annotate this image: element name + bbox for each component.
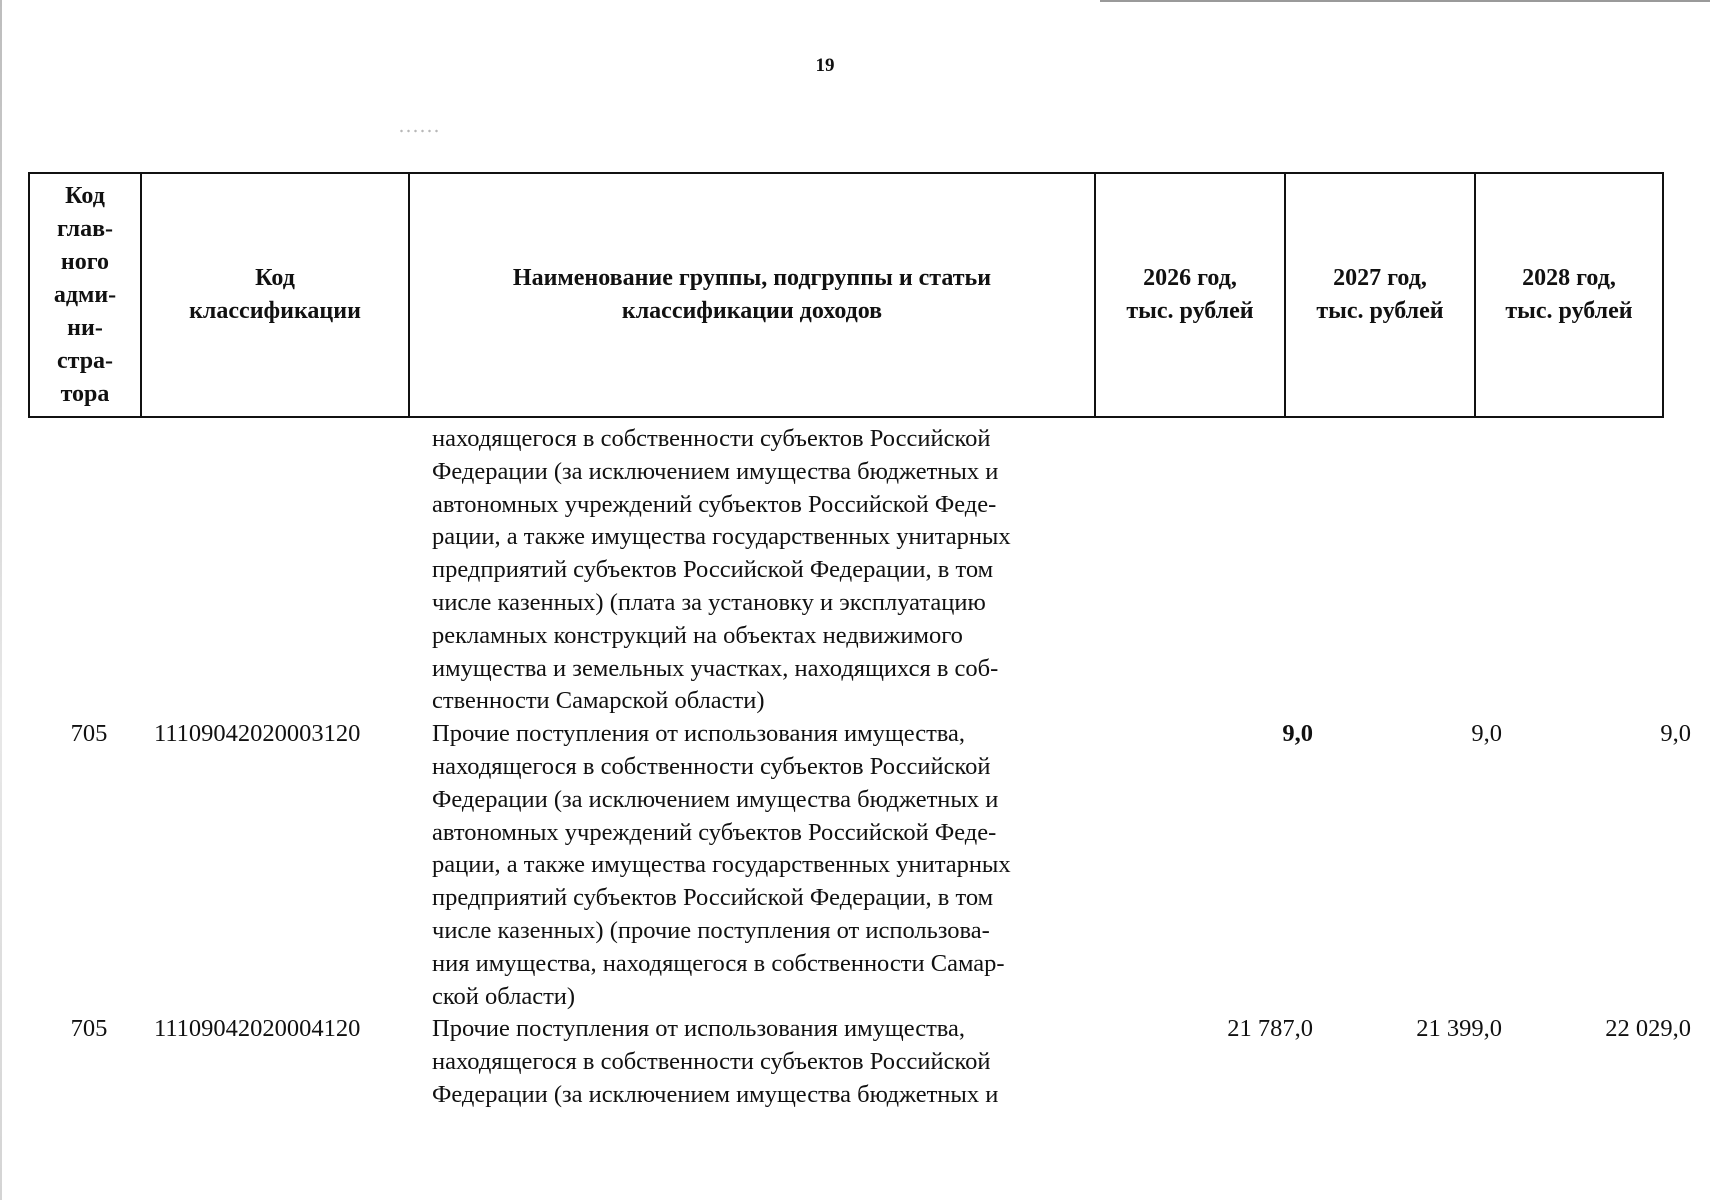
admin-code-cell: 705 bbox=[70, 1015, 108, 1043]
value-2026-cell: 21 787,0 bbox=[1227, 1015, 1313, 1043]
classification-code-cell: 11109042020004120 bbox=[154, 1015, 361, 1043]
value-2026-cell: 9,0 bbox=[1282, 720, 1313, 748]
admin-code-cell: 705 bbox=[70, 720, 108, 748]
value-2028-cell: 22 029,0 bbox=[1605, 1015, 1691, 1043]
table-body bbox=[28, 423, 1691, 1112]
value-2028-cell: 9,0 bbox=[1660, 720, 1691, 748]
value-2027-cell: 21 399,0 bbox=[1416, 1015, 1502, 1043]
header-admin-code: Код глав- ного адми- ни- стра- тора bbox=[29, 173, 141, 417]
scan-edge-left bbox=[0, 0, 2, 1200]
classification-code-cell: 11109042020003120 bbox=[154, 720, 361, 748]
table-row bbox=[28, 1013, 1691, 1111]
header-classification-code: Код классификации bbox=[141, 173, 409, 417]
header-year-2027: 2027 год, тыс. рублей bbox=[1285, 173, 1475, 417]
scan-speck bbox=[398, 128, 442, 134]
page-number: 19 bbox=[815, 55, 835, 76]
table-row bbox=[28, 718, 1691, 1013]
table-header bbox=[28, 172, 1664, 418]
header-year-2026: 2026 год, тыс. рублей bbox=[1095, 173, 1285, 417]
value-2027-cell: 9,0 bbox=[1471, 720, 1502, 748]
header-income-name: Наименование группы, подгруппы и статьи классификации доходов bbox=[409, 173, 1095, 417]
income-name-cell: находящегося в собственности субъектов Российской Федерации (за исключением имущества бюджетных и автономных учреждений субъектов Российской Феде- рации, а также имущества государственных унитарных предприятий субъектов Российской Федерации, в том числе казенных) (плата за установку и эксплуатацию рекламных конструкций на объектах недвижимого имущества и земельных участках, находящихся в соб- ственности Самарской области) bbox=[432, 425, 1011, 715]
header-year-2028: 2028 год, тыс. рублей bbox=[1475, 173, 1663, 417]
income-name-cell: Прочие поступления от использования имущества, находящегося в собственности субъектов Российской Федерации (за исключением имущества бюджетных и bbox=[432, 1015, 999, 1108]
income-name-cell: Прочие поступления от использования имущества, находящегося в собственности субъектов Российской Федерации (за исключением имущества бюджетных и автономных учреждений субъектов Российской Феде- рации, а также имущества государственных унитарных предприятий субъектов Российской Федерации, в том числе казенных) (прочие поступления от использова- ния имущества, находящегося в собственности Самар- ской области) bbox=[432, 720, 1011, 1010]
scan-edge-top bbox=[1100, 0, 1710, 2]
table-row bbox=[28, 423, 1662, 718]
